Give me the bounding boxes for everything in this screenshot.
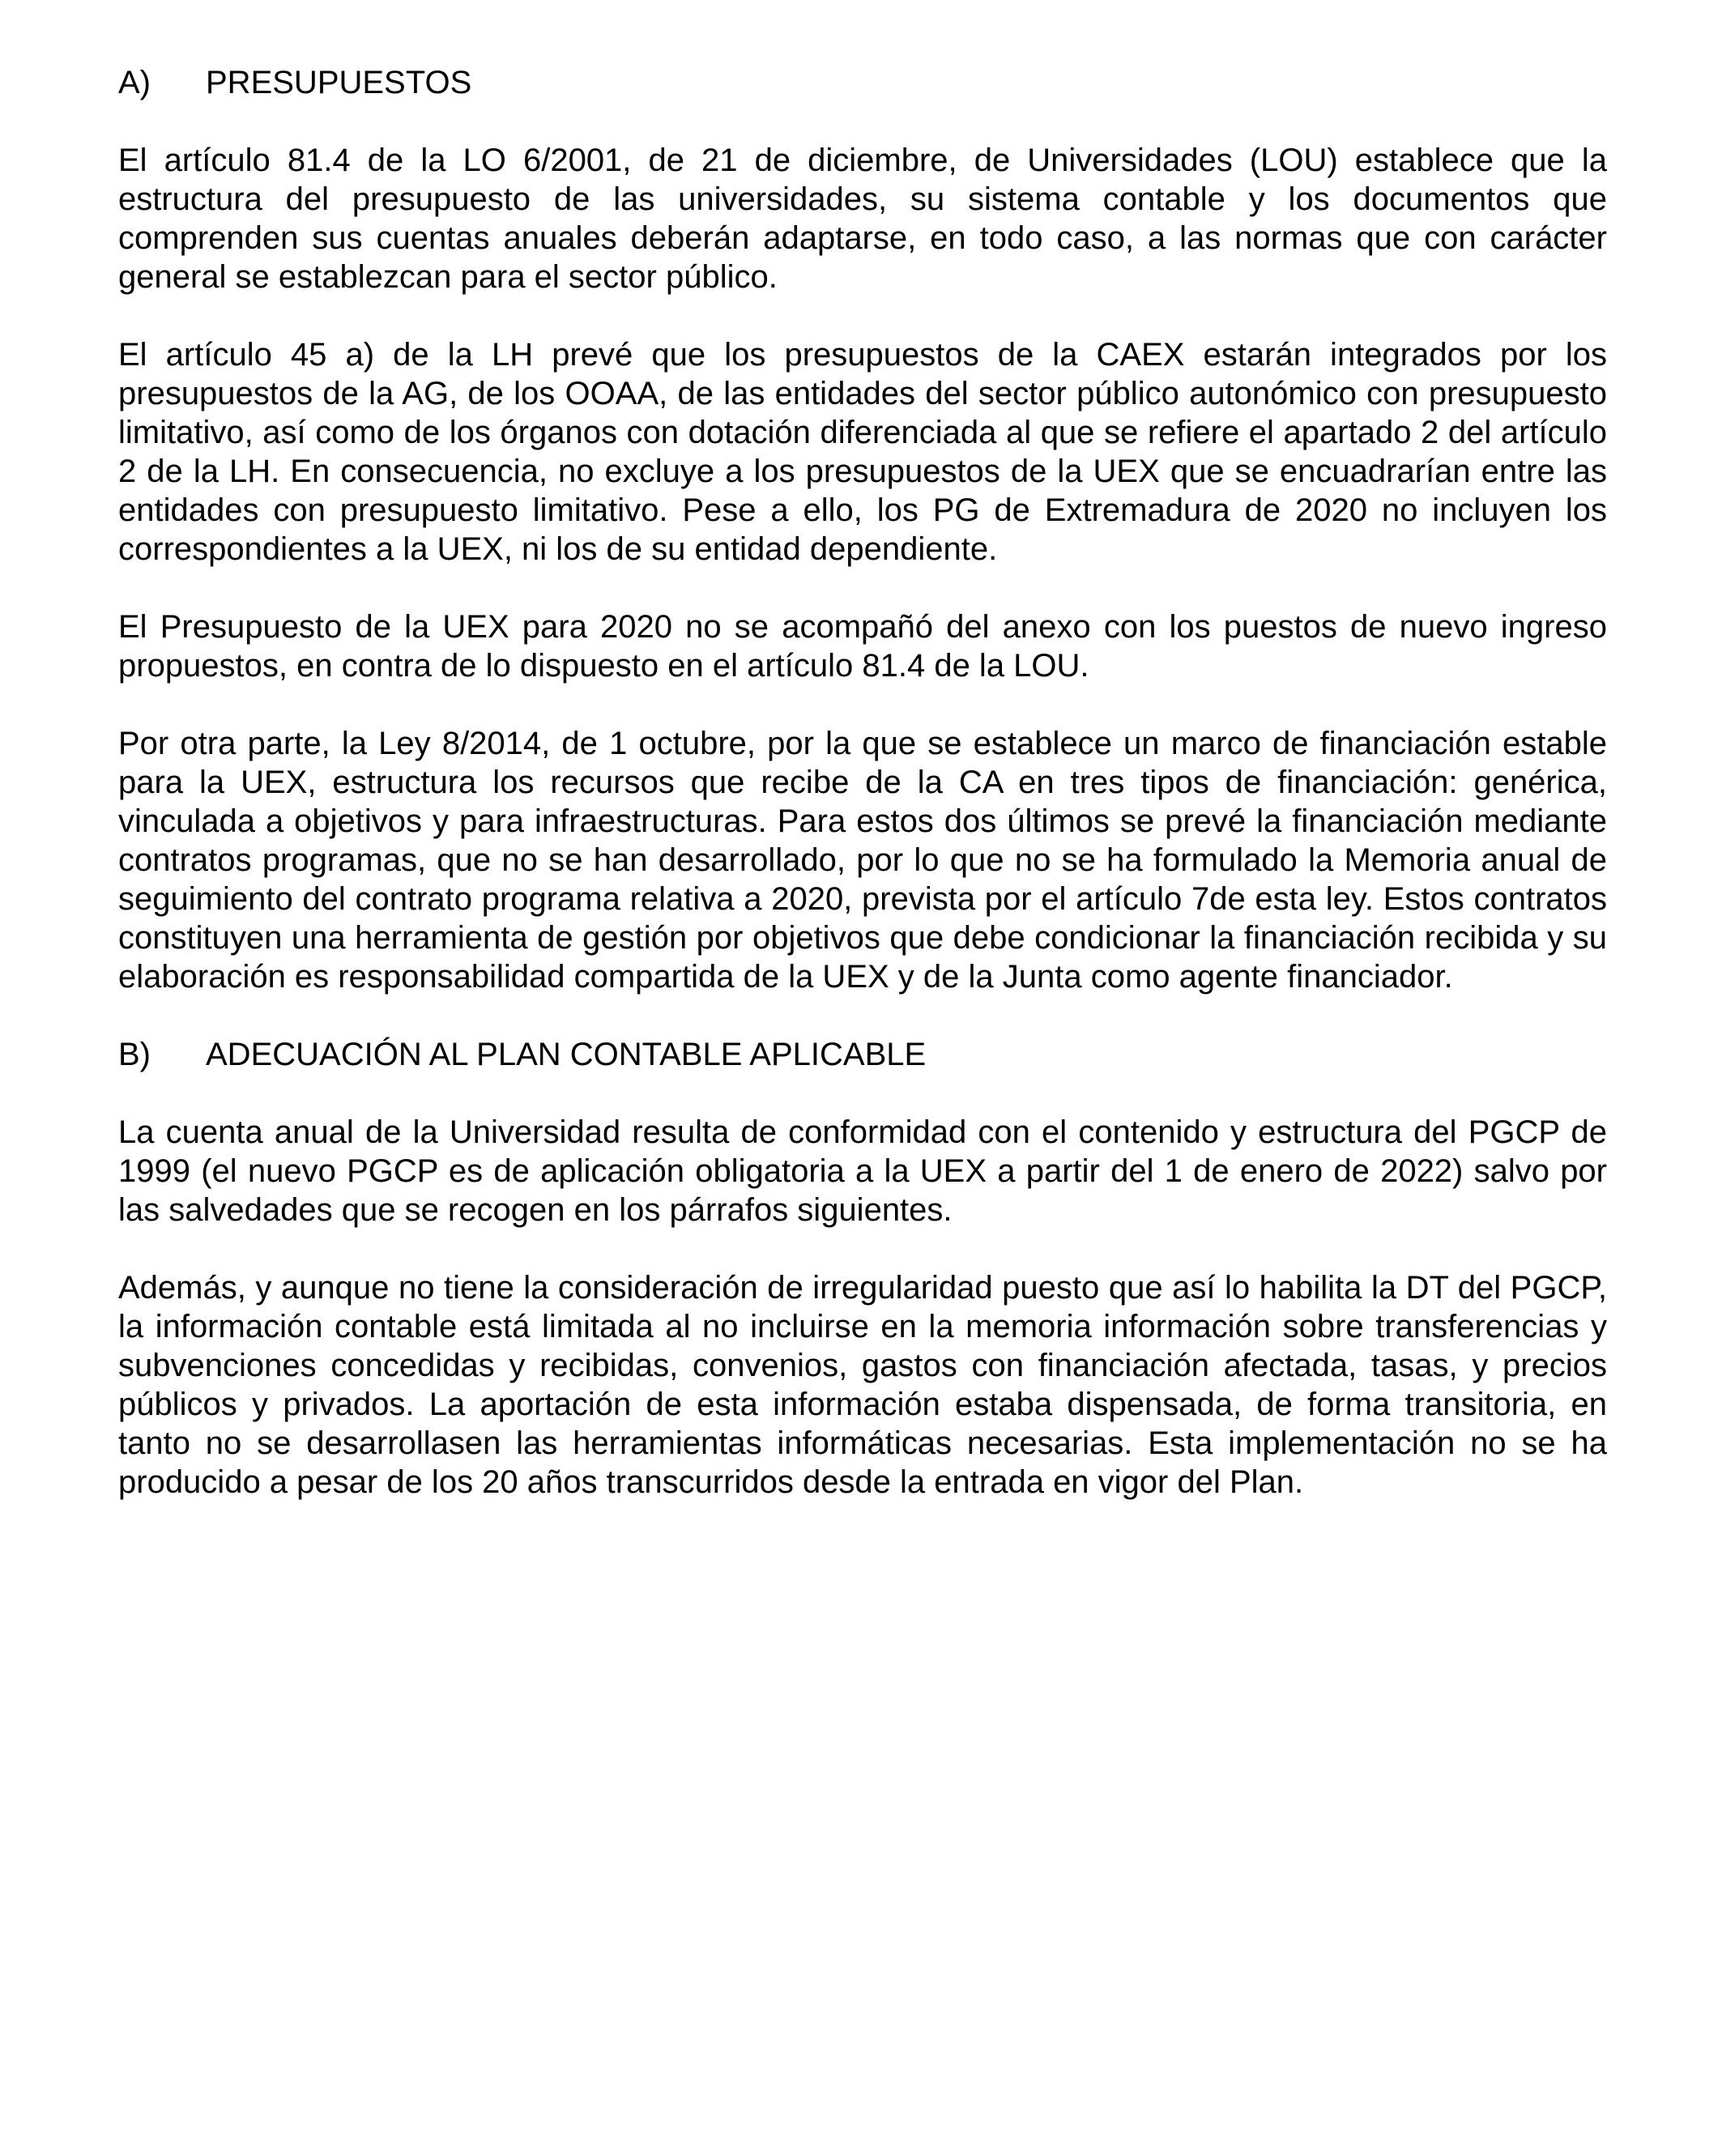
section-a-paragraph-1: El artículo 81.4 de la LO 6/2001, de 21 de diciembre, de Universidades (LOU) establece que la estructura del presupuesto de las universidades, su sistema contable y los documentos que comprenden sus cuentas anuales deberán adaptarse, en todo caso, a las normas que con carácter general se establezcan para el sector público. (118, 143, 1607, 295)
section-a-paragraph-2: El artículo 45 a) de la LH prevé que los presupuestos de la CAEX estarán integrados por los presupuestos de la AG, de los OOAA, de las entidades del sector público autonómico con presupuesto limitativo, así como de los órganos con dotación diferenciada al que se refiere el apartado 2 del artículo 2 de la LH. En consecuencia, no excluye a los presupuestos de la UEX que se encuadrarían entre las entidades con presupuesto limitativo. Pese a ello, los PG de Extremadura de 2020 no incluyen los correspondientes a la UEX, ni los de su entidad dependiente. (118, 337, 1607, 567)
document-page (118, 63, 1607, 1540)
section-b-heading (118, 1035, 1607, 1074)
section-b-letter: B) (118, 1037, 151, 1072)
section-a-letter: A) (118, 65, 151, 100)
section-b-paragraph-2: Además, y aunque no tiene la consideración de irregularidad puesto que así lo habilita la DT del PGCP, la información contable está limitada al no incluirse en la memoria información sobre transferencias y subvenciones concedidas y recibidas, convenios, gastos con financiación afectada, tasas, y precios públicos y privados. La aportación de esta información estaba dispensada, de forma transitoria, en tanto no se desarrollasen las herramientas informáticas necesarias. Esta implementación no se ha producido a pesar de los 20 años transcurridos desde la entrada en vigor del Plan. (118, 1270, 1607, 1500)
section-a-heading (118, 63, 1607, 102)
section-b-title: ADECUACIÓN AL PLAN CONTABLE APLICABLE (206, 1037, 927, 1072)
section-a-paragraph-3: El Presupuesto de la UEX para 2020 no se acompañó del anexo con los puestos de nuevo ingreso propuestos, en contra de lo dispuesto en el artículo 81.4 de la LOU. (118, 609, 1607, 684)
section-a-title: PRESUPUESTOS (206, 65, 472, 100)
section-b-paragraph-1: La cuenta anual de la Universidad resulta de conformidad con el contenido y estructura del PGCP de 1999 (el nuevo PGCP es de aplicación obligatoria a la UEX a partir del 1 de enero de 2022) salvo por las salvedades que se recogen en los párrafos siguientes. (118, 1114, 1607, 1228)
section-a-paragraph-4: Por otra parte, la Ley 8/2014, de 1 octubre, por la que se establece un marco de financiación estable para la UEX, estructura los recursos que recibe de la CA en tres tipos de financiación: genérica, vinculada a objetivos y para infraestructuras. Para estos dos últimos se prevé la financiación mediante contratos programas, que no se han desarrollado, por lo que no se ha formulado la Memoria anual de seguimiento del contrato programa relativa a 2020, prevista por el artículo 7de esta ley. Estos contratos constituyen una herramienta de gestión por objetivos que debe condicionar la financiación recibida y su elaboración es responsabilidad compartida de la UEX y de la Junta como agente financiador. (118, 726, 1607, 995)
